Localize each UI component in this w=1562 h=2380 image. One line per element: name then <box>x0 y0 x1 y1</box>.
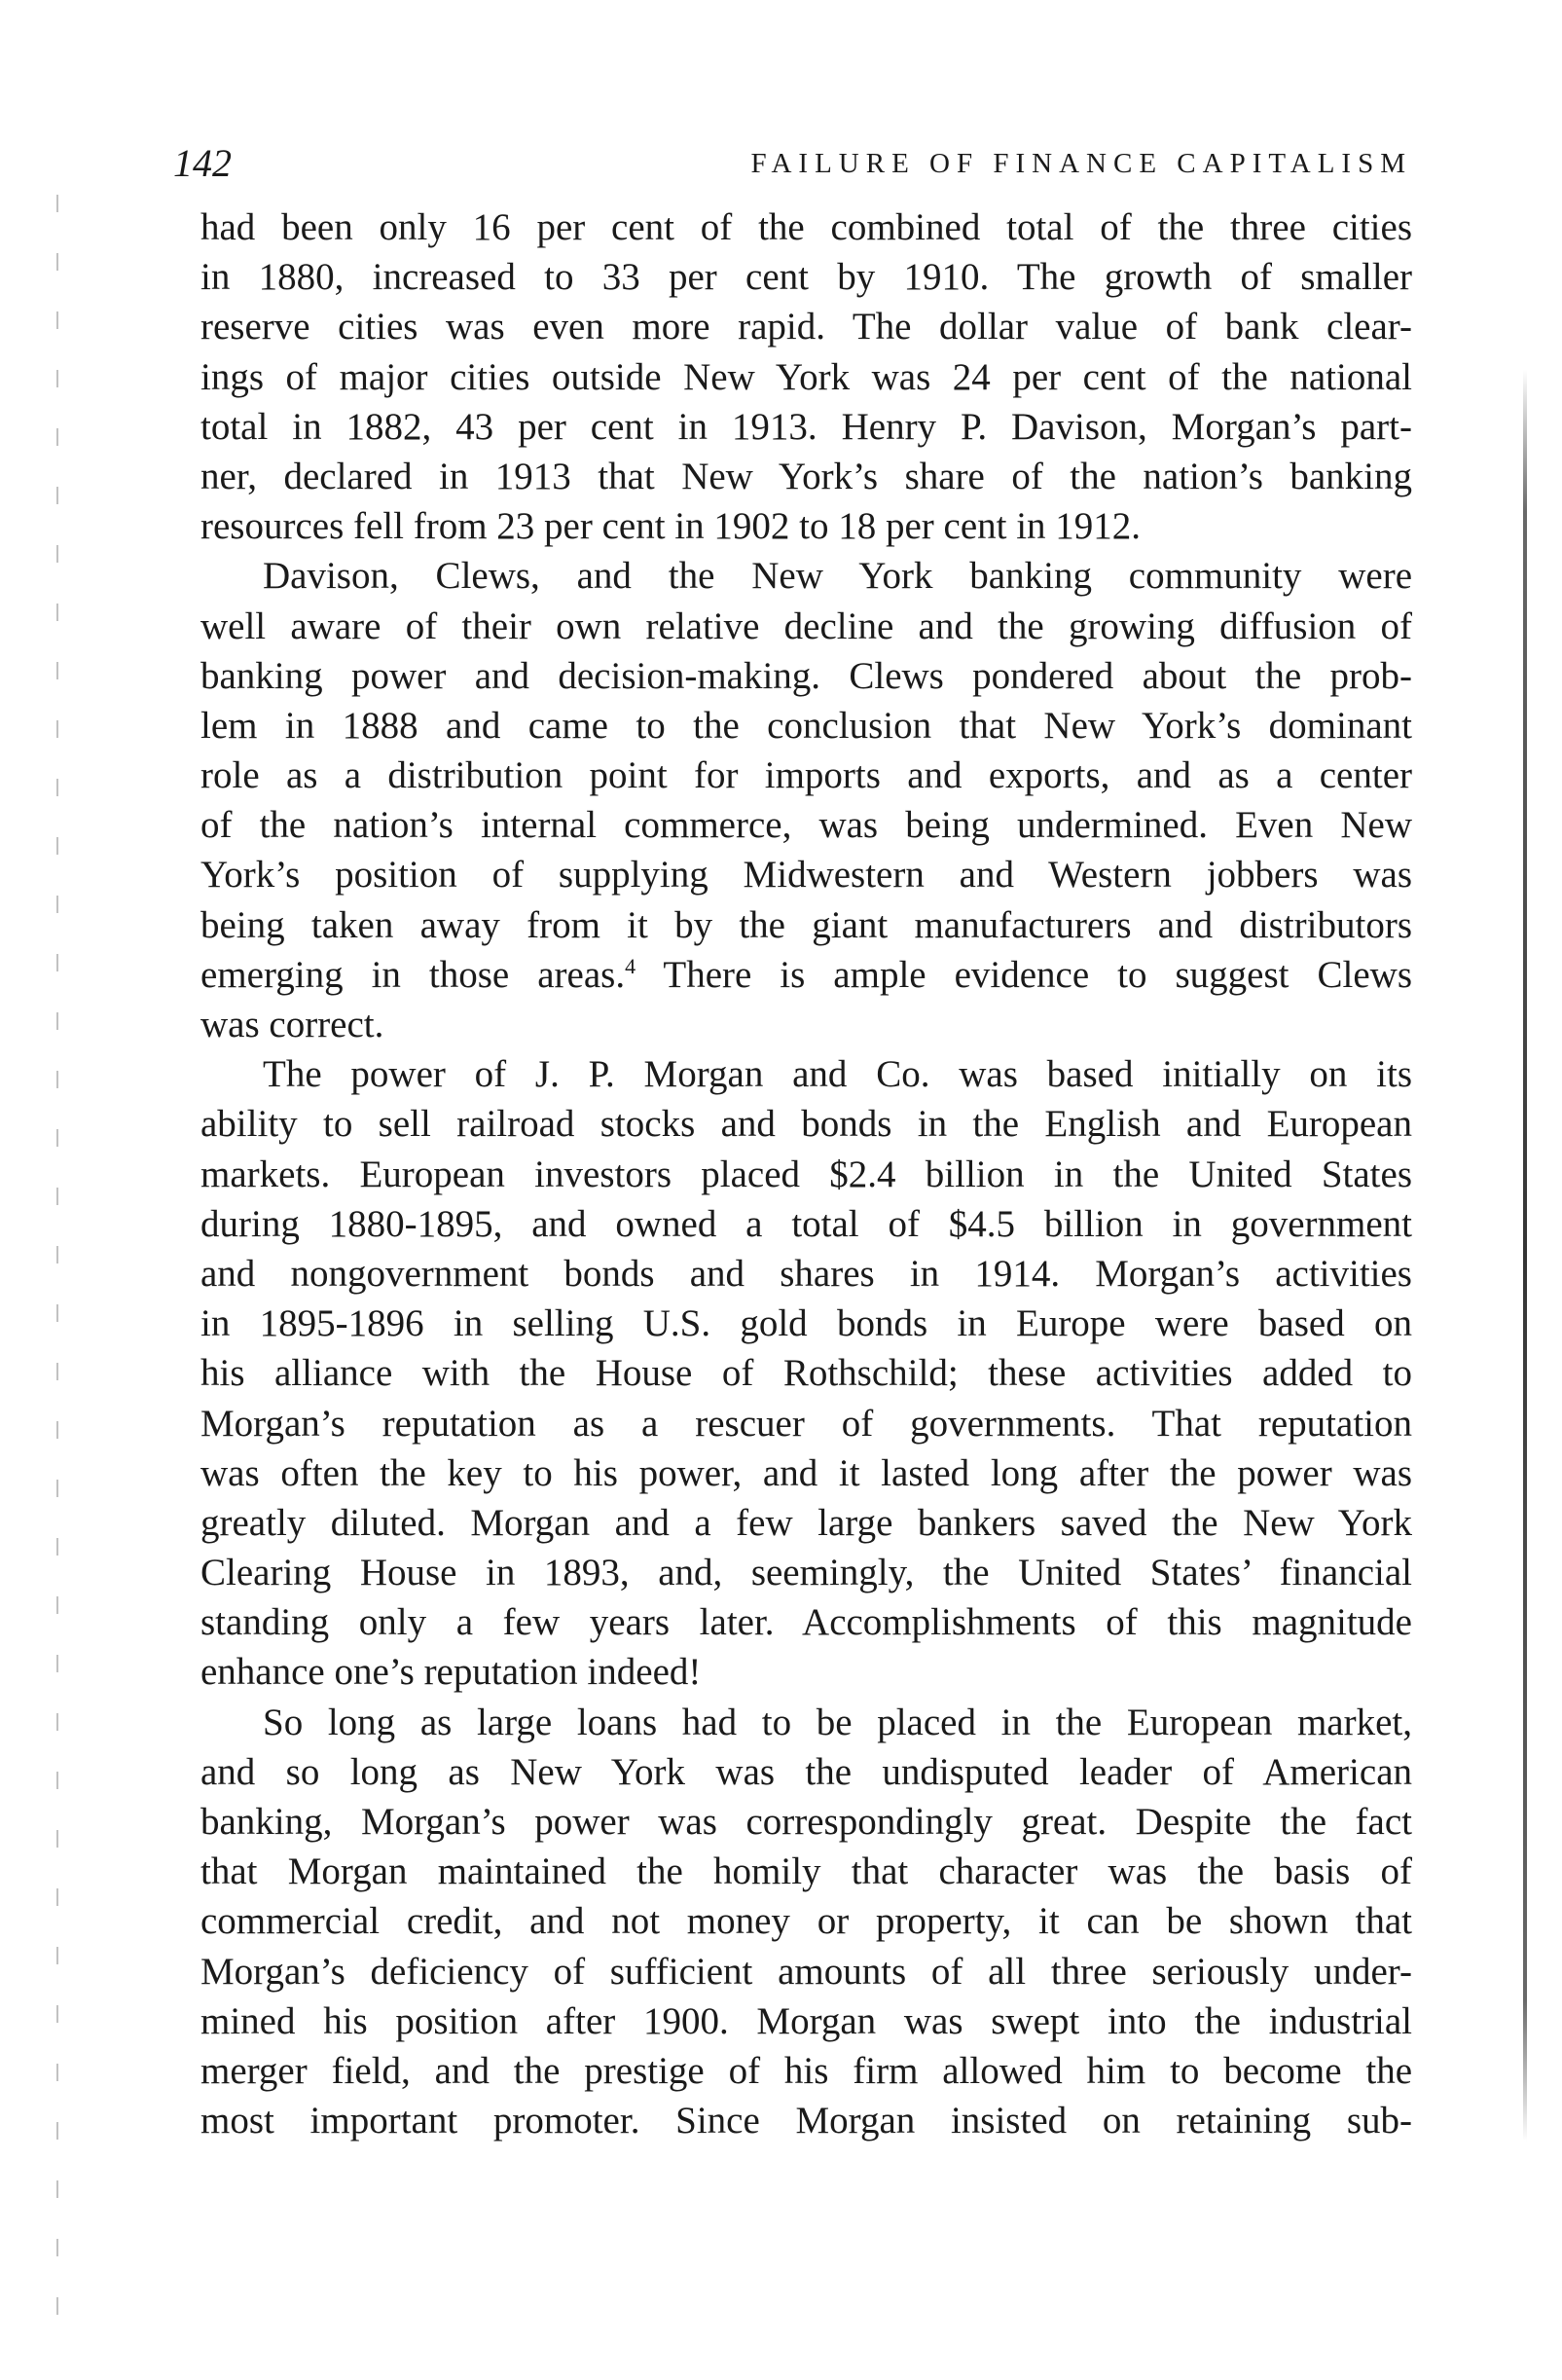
footnote-marker: 4 <box>625 953 636 978</box>
text-line: his alliance with the House of Rothschild; these activities added to <box>200 1352 1412 1395</box>
text-line: total in 1882, 43 per cent in 1913. Henry P. Davison, Morgan’s part- <box>200 405 1412 448</box>
text-line: of the nation’s internal commerce, was being undermined. Even New <box>200 804 1412 847</box>
text-line: role as a distribution point for imports and exports, and as a center <box>200 754 1412 797</box>
text-line: and nongovernment bonds and shares in 1914. Morgan’s activities <box>200 1252 1412 1295</box>
text-line: markets. European investors placed $2.4 billion in the United States <box>200 1153 1412 1195</box>
text-line: that Morgan maintained the homily that character was the basis of <box>200 1850 1412 1893</box>
text-line: The power of J. P. Morgan and Co. was based initially on its <box>263 1053 1412 1096</box>
running-title: FAILURE OF FINANCE CAPITALISM <box>750 148 1412 179</box>
text-line: being taken away from it by the giant manufacturers and distributors <box>200 903 1412 946</box>
text-line: in 1895-1896 in selling U.S. gold bonds in Europe were based on <box>200 1302 1412 1345</box>
text-line: enhance one’s reputation indeed! <box>200 1651 702 1694</box>
text-line-with-footnote <box>200 950 1412 1000</box>
text-line: lem in 1888 and came to the conclusion that New York’s dominant <box>200 704 1412 747</box>
text-line: ings of major cities outside New York was 24 per cent of the national <box>200 355 1412 398</box>
body-text <box>200 202 1412 2145</box>
text-line: greatly diluted. Morgan and a few large bankers saved the New York <box>200 1501 1412 1544</box>
text-line: had been only 16 per cent of the combined total of the three cities <box>200 206 1412 248</box>
text-line: So long as large loans had to be placed in the European market, <box>263 1701 1412 1743</box>
text-line: was correct. <box>200 1004 384 1045</box>
text-line: was often the key to his power, and it lasted long after the power was <box>200 1451 1412 1494</box>
scan-shadow-right <box>1523 370 1527 2142</box>
text-line: well aware of their own relative decline and the growing diffusion of <box>200 604 1412 647</box>
text-line: reserve cities was even more rapid. The dollar value of bank clear- <box>200 306 1412 348</box>
text-line: most important promoter. Since Morgan insisted on retaining sub- <box>200 2100 1412 2142</box>
text-line: standing only a few years later. Accomplishments of this magnitude <box>200 1601 1412 1644</box>
text-line: commercial credit, and not money or property, it can be shown that <box>200 1900 1412 1943</box>
scan-shadow-left <box>56 195 58 2356</box>
text-line: mined his position after 1900. Morgan was swept into the industrial <box>200 1999 1412 2042</box>
text-line: ner, declared in 1913 that New York’s share of the nation’s banking <box>200 455 1412 497</box>
text-line: banking, Morgan’s power was correspondingly great. Despite the fact <box>200 1801 1412 1843</box>
text-fragment: emerging in those areas. <box>200 953 626 996</box>
text-line: during 1880-1895, and owned a total of $4.5 billion in government <box>200 1202 1412 1245</box>
text-line: Davison, Clews, and the New York banking community were <box>263 555 1412 598</box>
text-line: merger field, and the prestige of his firm allowed him to become the <box>200 2049 1412 2092</box>
text-line: ability to sell railroad stocks and bonds in the English and European <box>200 1103 1412 1146</box>
page-number: 142 <box>173 141 232 185</box>
text-line: Clearing House in 1893, and, seemingly, the United States’ financial <box>200 1552 1412 1594</box>
text-fragment: There is ample evidence to suggest Clews <box>636 953 1412 996</box>
text-line: resources fell from 23 per cent in 1902 to 18 per cent in 1912. <box>200 505 1142 548</box>
text-line: Morgan’s deficiency of sufficient amounts of all three seriously under- <box>200 1950 1412 1993</box>
text-line: Morgan’s reputation as a rescuer of governments. That reputation <box>200 1402 1412 1445</box>
running-head <box>173 134 1412 193</box>
text-line: and so long as New York was the undisputed leader of American <box>200 1750 1412 1793</box>
text-line: in 1880, increased to 33 per cent by 1910. The growth of smaller <box>200 256 1412 299</box>
text-line: York’s position of supplying Midwestern and Western jobbers was <box>200 854 1412 897</box>
text-line: banking power and decision-making. Clews pondered about the prob- <box>200 654 1412 697</box>
